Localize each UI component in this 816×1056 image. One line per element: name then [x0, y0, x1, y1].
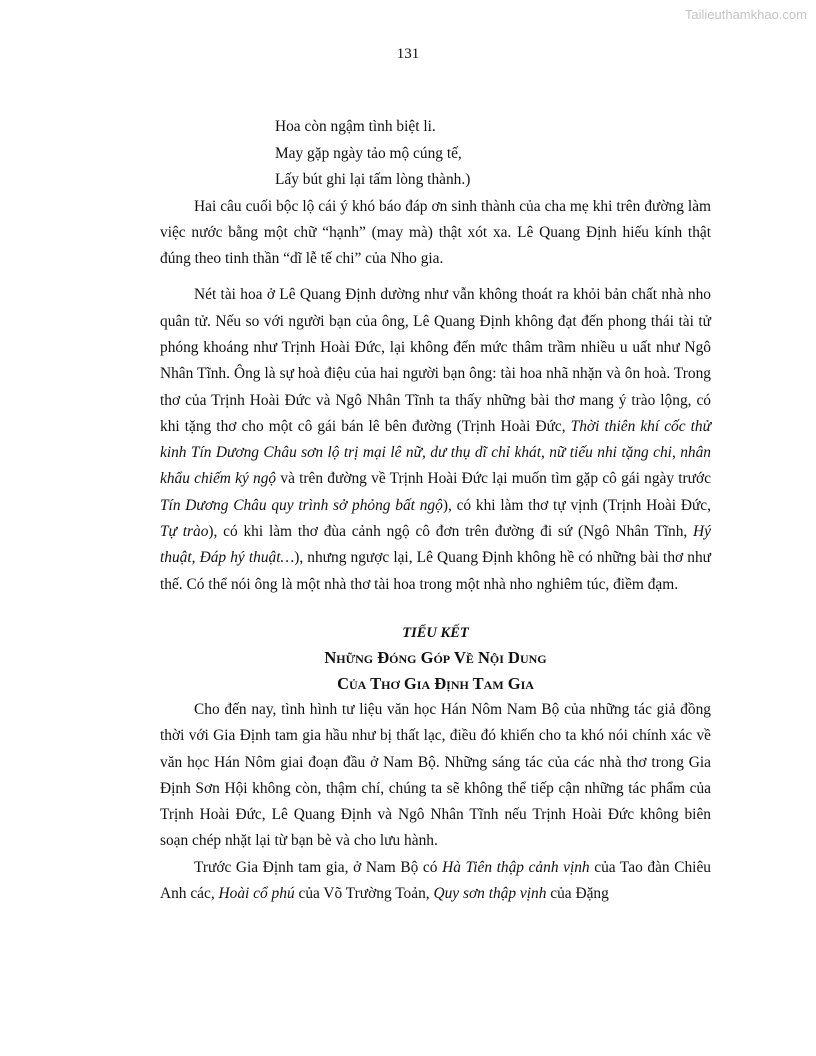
watermark: Tailieuthamkhao.com [684, 7, 807, 22]
verse-line: Lấy bút ghi lại tấm lòng thành.) [275, 171, 471, 188]
poem-translation [275, 114, 711, 194]
text-run: của Tao đàn Chiêu Anh các, [160, 858, 711, 903]
work-title: Hoài cổ phú [218, 885, 295, 903]
paragraph-literary-talent [160, 282, 711, 598]
page-number: 131 [396, 46, 420, 62]
poem-title: Tự trào [160, 523, 209, 541]
text-run: ), có khi làm thơ tự vịnh (Trịnh Hoài Đức, [442, 496, 711, 514]
section-subtitle: TIỂU KẾT [402, 624, 469, 641]
paragraph-predecessors [160, 855, 711, 908]
paragraph-filial-piety: Hai câu cuối bộc lộ cái ý khó báo đáp ơn sinh thành của cha mẹ khi trên đường làm việc nước bằng một chữ “hạnh” (may mà) thật xót xa. Lê Quang Định hiếu kính thật đúng theo tinh thần “dĩ lễ tế chi” của Nho gia. [160, 197, 711, 268]
text-run: của Đặng [546, 885, 609, 903]
section-title-line: Của Thơ Gia Định Tam Gia [337, 673, 534, 693]
section-title-line: Những Đóng Góp Về Nội Dung [324, 647, 547, 667]
text-run: Nét tài hoa ở Lê Quang Định dường như vẫn không thoát ra khỏi bản chất nhà nho quân tử. Nếu so với người bạn của ông, Lê Quang Định không đạt đến phong thái tài tử phóng khoáng như Trịnh Hoài Đức, lại không đến mức thâm trầm nhiều u uất như Ngô Nhân Tĩnh. Ông là sự hoà điệu của hai người bạn ông: tài hoa nhã nhặn và ôn hoà. Trong thơ của Trịnh Hoài Đức và Ngô Nhân Tĩnh ta thấy những bài thơ mang ý trào lộng, có khi tặng thơ cho một cô gái bán lê bên đường (Trịnh Hoài Đức, [160, 286, 711, 435]
text-run: ), có khi làm thơ đùa cảnh ngộ cô đơn trên đường đi sứ (Ngô Nhân Tĩnh, [208, 523, 694, 541]
verse-line: May gặp ngày tảo mộ cúng tế, [275, 144, 462, 162]
document-body [160, 114, 711, 907]
text-run: và trên đường về Trịnh Hoài Đức lại muốn tìm gặp cô gái ngày trước [276, 470, 711, 488]
section-heading [160, 621, 711, 697]
poem-title: Tín Dương Châu quy trình sở phỏng bất ngộ [160, 496, 443, 514]
work-title: Quy sơn thập vịnh [433, 885, 547, 903]
poem-title: Hý thuật, Đáp hý thuật… [160, 523, 711, 567]
work-title: Hà Tiên thập cảnh vịnh [442, 858, 590, 876]
text-run: Trước Gia Định tam gia, ở Nam Bộ có [194, 858, 443, 876]
text-run: ), nhưng ngược lại, Lê Quang Định không hề có những bài thơ như thế. Có thể nói ông là một nhà thơ tài hoa trong một nhà nho nghiêm túc, điềm đạm. [160, 549, 712, 593]
verse-line: Hoa còn ngậm tình biệt li. [275, 118, 436, 135]
poem-title: Thời thiên khí cốc thử kinh Tín Dương Châu sơn lộ trị mại lê nữ, dư thụ dĩ chỉ khát, nữ tiếu nhi tặng chi, nhân khẩu chiếm ký ngộ [160, 417, 711, 488]
text-run: của Võ Trường Toản, [294, 885, 434, 903]
paragraph-sources: Cho đến nay, tình hình tư liệu văn học Hán Nôm Nam Bộ của những tác giả đồng thời với Gia Định tam gia hầu như bị thất lạc, điều đó khiến cho ta khó nói chính xác về văn học Hán Nôm giai đoạn đầu ở Nam Bộ. Những sáng tác của các nhà thơ trong Gia Định Sơn Hội không còn, thậm chí, chúng ta sẽ không thể tiếp cận những tác phẩm của Trịnh Hoài Đức, Lê Quang Định và Ngô Nhân Tĩnh nếu Trịnh Hoài Đức không biên soạn chép nhặt lại từ bạn bè và cho lưu hành. [160, 700, 711, 850]
